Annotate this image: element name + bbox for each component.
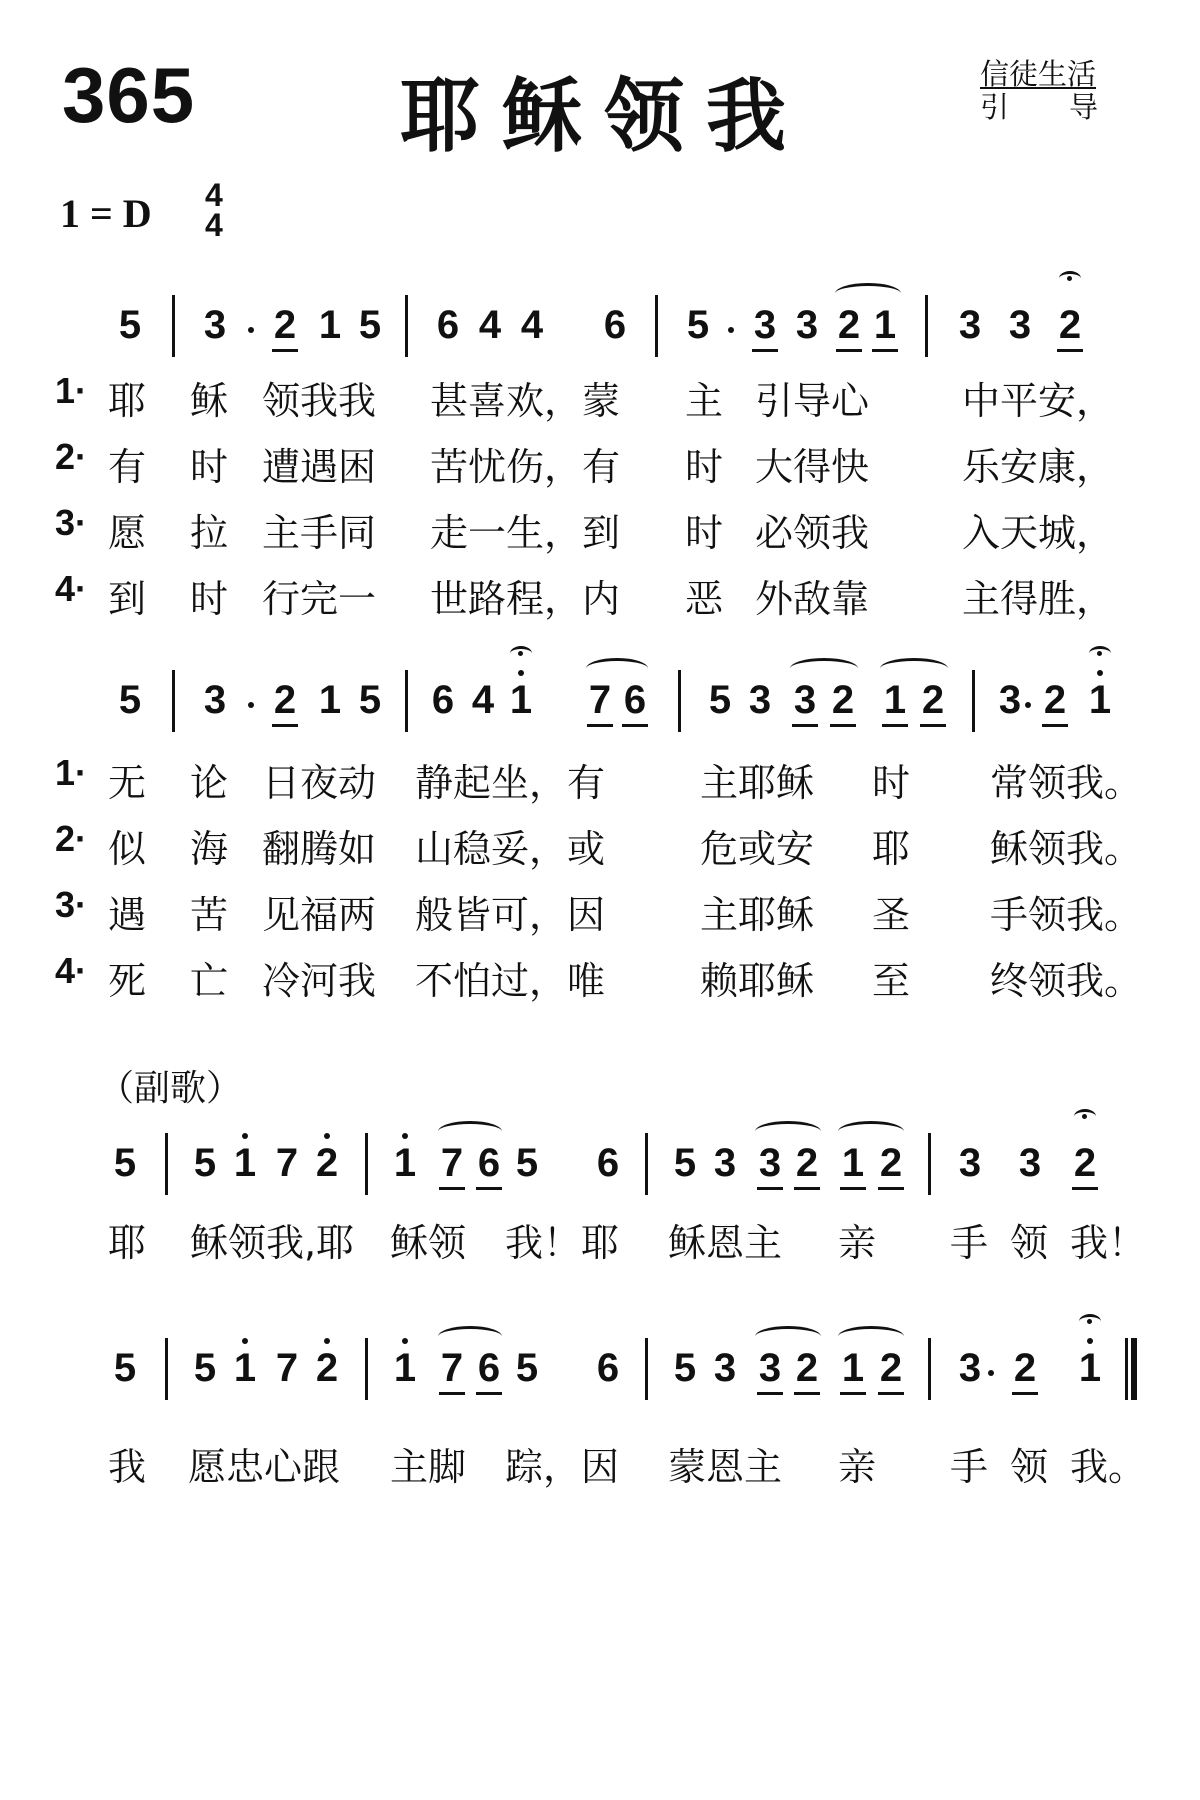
barline bbox=[645, 1133, 648, 1195]
lyric: 时 bbox=[190, 577, 229, 621]
lyric: 耶 bbox=[872, 827, 911, 871]
note: 3 bbox=[755, 1143, 785, 1183]
note: 2 bbox=[270, 305, 300, 345]
hymn-title: 耶稣领我 bbox=[400, 70, 808, 163]
verse-number: 4· bbox=[55, 568, 88, 609]
barline bbox=[655, 295, 658, 357]
note: 1 bbox=[318, 303, 342, 347]
lyric: 耶 bbox=[108, 1221, 147, 1265]
slur bbox=[838, 1326, 904, 1347]
barline bbox=[972, 670, 975, 732]
lyric: 蒙恩主 bbox=[668, 1445, 783, 1489]
note: 6 bbox=[474, 1348, 504, 1388]
barline bbox=[925, 295, 928, 357]
lyric: 稣领我。 bbox=[990, 827, 1143, 871]
note: 2 bbox=[792, 1143, 822, 1183]
note: 6 bbox=[603, 303, 627, 347]
note: 3 bbox=[1018, 1141, 1042, 1185]
lyric: 甚喜欢，蒙 bbox=[430, 379, 621, 423]
note: 3 bbox=[203, 678, 227, 722]
lyric: 圣 bbox=[872, 893, 911, 937]
note: 1 bbox=[1075, 1348, 1105, 1388]
note: 6 bbox=[474, 1143, 504, 1183]
hymn-number: 365 bbox=[62, 51, 196, 139]
note: 2 bbox=[834, 305, 864, 345]
note: 3 bbox=[203, 303, 227, 347]
note: 2 bbox=[1055, 305, 1085, 345]
note: 1 bbox=[318, 678, 342, 722]
notation-line-1 bbox=[0, 305, 1200, 385]
note: 5 bbox=[193, 1346, 217, 1390]
notation-line-3 bbox=[0, 1143, 1200, 1223]
slur bbox=[438, 1121, 502, 1142]
note: 1 bbox=[870, 305, 900, 345]
dot bbox=[728, 327, 734, 333]
lyric: 时 bbox=[685, 511, 724, 555]
lyric: 亲 bbox=[838, 1445, 877, 1489]
slur bbox=[835, 283, 901, 304]
note: 7 bbox=[437, 1143, 467, 1183]
lyric: 愿忠心跟 bbox=[188, 1445, 341, 1489]
chorus-lyric-row-1 bbox=[0, 1212, 1200, 1265]
source-credit bbox=[980, 58, 1158, 124]
barline bbox=[365, 1133, 368, 1195]
source-line-2: 引导 bbox=[979, 90, 1158, 124]
lyric-row bbox=[0, 950, 1200, 1003]
note: 2 bbox=[312, 1348, 342, 1388]
note: 2 bbox=[918, 680, 948, 720]
barline bbox=[405, 295, 408, 357]
lyric: 主得胜， bbox=[962, 577, 1115, 621]
lyric: 苦 bbox=[190, 893, 229, 937]
lyric: 手领我。 bbox=[990, 893, 1143, 937]
lyric: 主耶稣 bbox=[700, 761, 815, 805]
note: 2 bbox=[312, 1143, 342, 1183]
note: 3 bbox=[998, 678, 1022, 722]
lyric: 似 bbox=[108, 827, 147, 871]
lyric: 海 bbox=[190, 827, 229, 871]
note: 1 bbox=[1085, 680, 1115, 720]
lyric: 世路程，内 bbox=[430, 577, 621, 621]
verse-number: 4· bbox=[55, 950, 88, 991]
slur bbox=[880, 658, 948, 679]
lyric: 行完一 bbox=[262, 577, 377, 621]
note: 2 bbox=[1010, 1348, 1040, 1388]
verse-number: 2· bbox=[55, 818, 88, 859]
lyric: 亲 bbox=[838, 1221, 877, 1265]
barline bbox=[172, 295, 175, 357]
dot bbox=[248, 702, 254, 708]
note: 5 bbox=[515, 1141, 539, 1185]
lyric: 危或安 bbox=[700, 827, 815, 871]
barline bbox=[645, 1338, 648, 1400]
lyric: 时 bbox=[872, 761, 911, 805]
fermata bbox=[510, 646, 532, 661]
dot bbox=[988, 1370, 994, 1376]
lyric: 手 bbox=[950, 1445, 989, 1489]
note: 7 bbox=[275, 1141, 299, 1185]
lyric: 稣恩主 bbox=[668, 1221, 783, 1265]
lyric: 不怕过，唯 bbox=[415, 959, 606, 1003]
note: 1 bbox=[390, 1143, 420, 1183]
lyric: 走一生，到 bbox=[430, 511, 621, 555]
note: 7 bbox=[437, 1348, 467, 1388]
note: 4 bbox=[520, 303, 544, 347]
lyric: 苦忧伤，有 bbox=[430, 445, 621, 489]
lyric: 我！耶 bbox=[505, 1221, 620, 1265]
lyric: 拉 bbox=[190, 511, 229, 555]
note: 3 bbox=[958, 1346, 982, 1390]
note: 6 bbox=[596, 1346, 620, 1390]
dot bbox=[1025, 702, 1031, 708]
key-signature: 1 = D bbox=[60, 191, 152, 236]
lyric-row bbox=[0, 568, 1200, 621]
source-line-1: 信徒生活 bbox=[979, 57, 1096, 91]
note: 3 bbox=[713, 1346, 737, 1390]
lyric: 无 bbox=[108, 761, 147, 805]
lyric: 到 bbox=[108, 577, 147, 621]
lyric: 耶 bbox=[108, 379, 147, 423]
time-sig-numerator: 4 bbox=[205, 177, 223, 213]
note: 5 bbox=[708, 678, 732, 722]
lyric: 遇 bbox=[108, 893, 147, 937]
note: 1 bbox=[880, 680, 910, 720]
note: 3 bbox=[713, 1141, 737, 1185]
verse-number: 3· bbox=[55, 502, 88, 543]
note: 2 bbox=[828, 680, 858, 720]
time-sig-denominator: 4 bbox=[205, 207, 223, 243]
note: 3 bbox=[790, 680, 820, 720]
note: 1 bbox=[230, 1348, 260, 1388]
note: 7 bbox=[275, 1346, 299, 1390]
note: 6 bbox=[436, 303, 460, 347]
note: 4 bbox=[478, 303, 502, 347]
lyric: 主 bbox=[685, 379, 724, 423]
note: 3 bbox=[958, 1141, 982, 1185]
lyric-row bbox=[0, 502, 1200, 555]
lyric: 愿 bbox=[108, 511, 147, 555]
lyric: 主手同 bbox=[262, 511, 377, 555]
barline bbox=[165, 1338, 168, 1400]
lyric: 恶 bbox=[685, 577, 724, 621]
barline bbox=[365, 1338, 368, 1400]
lyric: 遭遇困 bbox=[262, 445, 377, 489]
note: 1 bbox=[230, 1143, 260, 1183]
note: 6 bbox=[620, 680, 650, 720]
lyric: 我 bbox=[108, 1445, 147, 1489]
lyric: 主脚 bbox=[390, 1445, 467, 1489]
barline bbox=[678, 670, 681, 732]
note: 5 bbox=[118, 303, 142, 347]
note: 4 bbox=[471, 678, 495, 722]
verse-number: 3· bbox=[55, 884, 88, 925]
note: 5 bbox=[118, 678, 142, 722]
slur bbox=[790, 658, 858, 679]
barline bbox=[405, 670, 408, 732]
note: 5 bbox=[673, 1346, 697, 1390]
slur bbox=[755, 1121, 821, 1142]
lyric: 稣领 bbox=[390, 1221, 467, 1265]
note: 1 bbox=[838, 1143, 868, 1183]
verse-number: 1· bbox=[55, 370, 88, 411]
lyric: 领 bbox=[1010, 1445, 1049, 1489]
note: 2 bbox=[270, 680, 300, 720]
note: 5 bbox=[358, 303, 382, 347]
lyric: 主耶稣 bbox=[700, 893, 815, 937]
lyric: 赖耶稣 bbox=[700, 959, 815, 1003]
time-signature bbox=[205, 177, 223, 243]
lyric: 般皆可，因 bbox=[415, 893, 606, 937]
slur bbox=[586, 658, 648, 679]
note: 6 bbox=[596, 1141, 620, 1185]
lyric: 翻腾如 bbox=[262, 827, 377, 871]
chorus-label: （副歌） bbox=[98, 1068, 243, 1109]
note: 5 bbox=[193, 1141, 217, 1185]
note: 5 bbox=[686, 303, 710, 347]
note: 6 bbox=[431, 678, 455, 722]
lyric: 山稳妥，或 bbox=[415, 827, 606, 871]
note: 5 bbox=[113, 1346, 137, 1390]
verse-number: 2· bbox=[55, 436, 88, 477]
fermata bbox=[1059, 271, 1081, 286]
note: 2 bbox=[792, 1348, 822, 1388]
final-barline bbox=[1125, 1338, 1137, 1400]
barline bbox=[165, 1133, 168, 1195]
note: 5 bbox=[358, 678, 382, 722]
slur bbox=[755, 1326, 821, 1347]
lyric: 引导心 bbox=[755, 379, 870, 423]
lyric: 死 bbox=[108, 959, 147, 1003]
barline bbox=[928, 1338, 931, 1400]
lyric: 领我我 bbox=[262, 379, 377, 423]
slur bbox=[438, 1326, 502, 1347]
lyric: 亡 bbox=[190, 959, 229, 1003]
barline bbox=[172, 670, 175, 732]
lyric-row bbox=[0, 884, 1200, 937]
note: 2 bbox=[1040, 680, 1070, 720]
lyric: 时 bbox=[190, 445, 229, 489]
lyric: 入天城， bbox=[962, 511, 1115, 555]
lyric: 见福两 bbox=[262, 893, 377, 937]
lyric: 领 bbox=[1010, 1221, 1049, 1265]
lyric: 踪，因 bbox=[505, 1445, 620, 1489]
note: 5 bbox=[673, 1141, 697, 1185]
lyric: 常领我。 bbox=[990, 761, 1143, 805]
note: 1 bbox=[506, 680, 536, 720]
lyric: 静起坐，有 bbox=[415, 761, 606, 805]
note: 1 bbox=[838, 1348, 868, 1388]
note: 3 bbox=[795, 303, 819, 347]
lyric-row bbox=[0, 436, 1200, 489]
lyric: 稣领我,耶 bbox=[190, 1221, 355, 1265]
lyric: 冷河我 bbox=[262, 959, 377, 1003]
note: 5 bbox=[113, 1141, 137, 1185]
fermata bbox=[1089, 646, 1111, 661]
note: 3 bbox=[958, 303, 982, 347]
lyric: 有 bbox=[108, 445, 147, 489]
lyric: 大得快 bbox=[755, 445, 870, 489]
lyric: 我。 bbox=[1070, 1445, 1147, 1489]
notation-line-2 bbox=[0, 680, 1200, 760]
lyric: 外敌靠 bbox=[755, 577, 870, 621]
fermata bbox=[1074, 1109, 1096, 1124]
note: 3 bbox=[750, 305, 780, 345]
fermata bbox=[1079, 1314, 1101, 1329]
chorus-lyric-row-2 bbox=[0, 1436, 1200, 1489]
note: 2 bbox=[876, 1143, 906, 1183]
lyric: 终领我。 bbox=[990, 959, 1143, 1003]
note: 7 bbox=[585, 680, 615, 720]
lyric: 稣 bbox=[190, 379, 229, 423]
verse-number: 1· bbox=[55, 752, 88, 793]
note: 1 bbox=[390, 1348, 420, 1388]
note: 2 bbox=[876, 1348, 906, 1388]
note: 3 bbox=[755, 1348, 785, 1388]
lyric-row bbox=[0, 818, 1200, 871]
slur bbox=[838, 1121, 904, 1142]
note: 2 bbox=[1070, 1143, 1100, 1183]
lyric: 中平安， bbox=[962, 379, 1115, 423]
lyric: 论 bbox=[190, 761, 229, 805]
lyric: 我！ bbox=[1070, 1221, 1147, 1265]
note: 5 bbox=[515, 1346, 539, 1390]
lyric: 手 bbox=[950, 1221, 989, 1265]
dot bbox=[248, 327, 254, 333]
barline bbox=[928, 1133, 931, 1195]
note: 3 bbox=[1008, 303, 1032, 347]
lyric: 时 bbox=[685, 445, 724, 489]
lyric: 至 bbox=[872, 959, 911, 1003]
lyric: 必领我 bbox=[755, 511, 870, 555]
note: 3 bbox=[748, 678, 772, 722]
lyric: 日夜动 bbox=[262, 761, 377, 805]
notation-line-4 bbox=[0, 1348, 1200, 1428]
lyric: 乐安康， bbox=[962, 445, 1115, 489]
